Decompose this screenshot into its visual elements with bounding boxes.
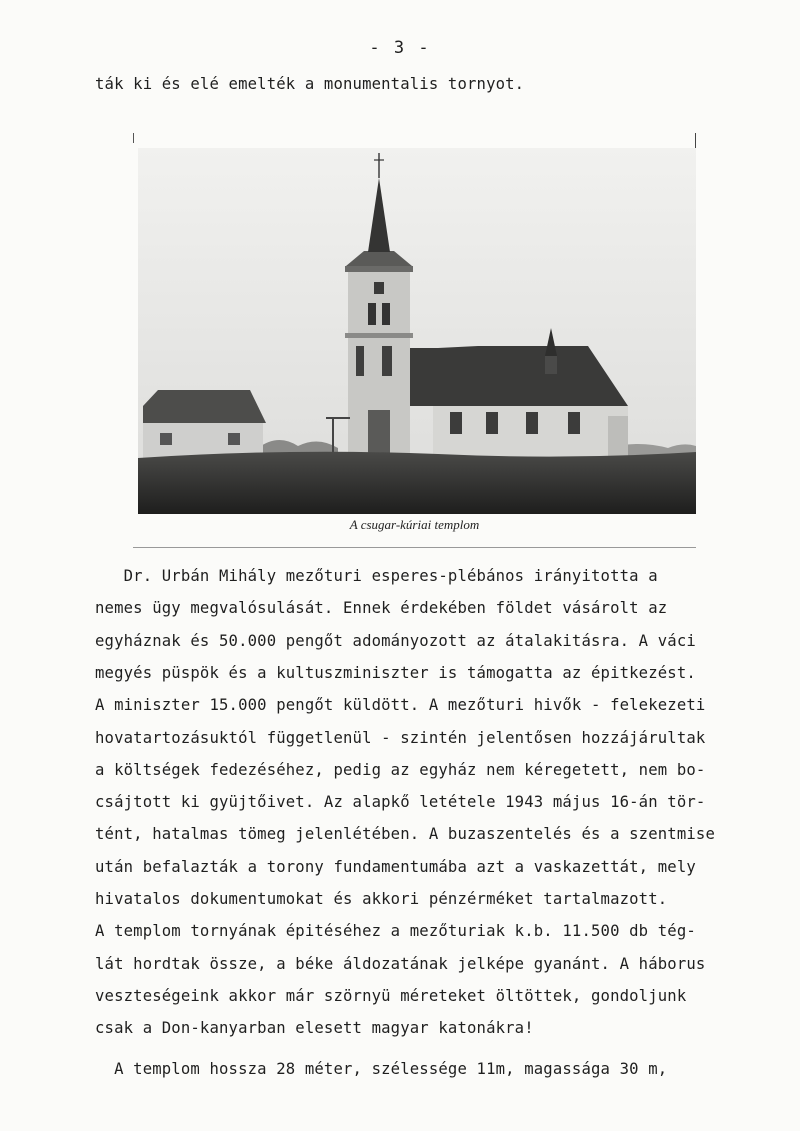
- house-roof: [143, 390, 266, 423]
- paragraph1-line: a költségek fedezéséhez, pedig az egyház nem kéregetett, nem bo-: [95, 760, 706, 779]
- paragraph1-line: megyés püspök és a kultuszminiszter is támogatta az épitkezést.: [95, 663, 696, 682]
- house-window: [160, 433, 172, 445]
- apse: [608, 416, 628, 461]
- nave-window: [486, 412, 498, 434]
- paragraph1-line: tént, hatalmas tömeg jelenlétében. A buzaszentelés és a szentmise: [95, 825, 715, 844]
- tower-cornice: [345, 333, 413, 338]
- paragraph2-line: A templom hossza 28 méter, szélessége 11m, magassága 30 m,: [95, 1059, 668, 1078]
- figure-caption: A csugar-kúriai templom: [349, 517, 480, 532]
- tower-cornice: [345, 266, 413, 272]
- figure: [133, 133, 696, 548]
- church-photo: [138, 148, 696, 514]
- paragraph1-line: A miniszter 15.000 pengőt küldött. A mezőturi hivők - felekezeti: [95, 696, 706, 715]
- paragraph1-line: Dr. Urbán Mihály mezőturi esperes-plébános irányitotta a: [95, 567, 658, 585]
- paragraph1-line: veszteségeink akkor már szörnyü méreteket öltöttek, gondoljunk: [95, 986, 687, 1005]
- tower-window: [382, 346, 392, 376]
- paragraph1-line: után befalazták a torony fundamentumába azt a vaskazettát, mely: [95, 857, 696, 876]
- ground: [138, 452, 696, 514]
- paragraph1-line: csak a Don-kanyarban elesett magyar katonákra!: [95, 1019, 534, 1038]
- nave-window: [450, 412, 462, 434]
- tower-clock-window: [374, 282, 384, 294]
- frame-edge-bottom: [133, 547, 696, 548]
- nave-window: [526, 412, 538, 434]
- tower-window: [368, 303, 376, 325]
- paragraph1-line: A templom tornyának épitéséhez a mezőturiak k.b. 11.500 db tég-: [95, 922, 696, 941]
- church-illustration: [138, 148, 696, 514]
- frame-edge-left: [133, 133, 134, 143]
- house-window: [228, 433, 240, 445]
- page-number: - 3 -: [369, 38, 431, 58]
- paragraph1-line: hovatartozásuktól függetlenül - szintén jelentősen hozzájárultak: [95, 728, 706, 747]
- paragraph1-line: nemes ügy megvalósulását. Ennek érdekében földet vásárolt az: [95, 599, 668, 618]
- paragraph1-line: hivatalos dokumentumokat és akkori pénzérméket tartalmazott.: [95, 890, 668, 908]
- tower-window: [382, 303, 390, 325]
- nave-window: [568, 412, 580, 434]
- intro-line: ták ki és elé emelték a monumentalis tornyot.: [95, 75, 525, 93]
- paragraph1-line: egyháznak és 50.000 pengőt adományozott az átalakitásra. A váci: [95, 631, 696, 650]
- paragraph1-line: lát hordtak össze, a béke áldozatának jelképe gyanánt. A háborus: [95, 954, 706, 973]
- turret: [545, 356, 557, 374]
- tower-window: [356, 346, 364, 376]
- paragraph1-line: csájtott ki gyüjtőivet. Az alapkő letétele 1943 május 16-án tör-: [95, 793, 706, 812]
